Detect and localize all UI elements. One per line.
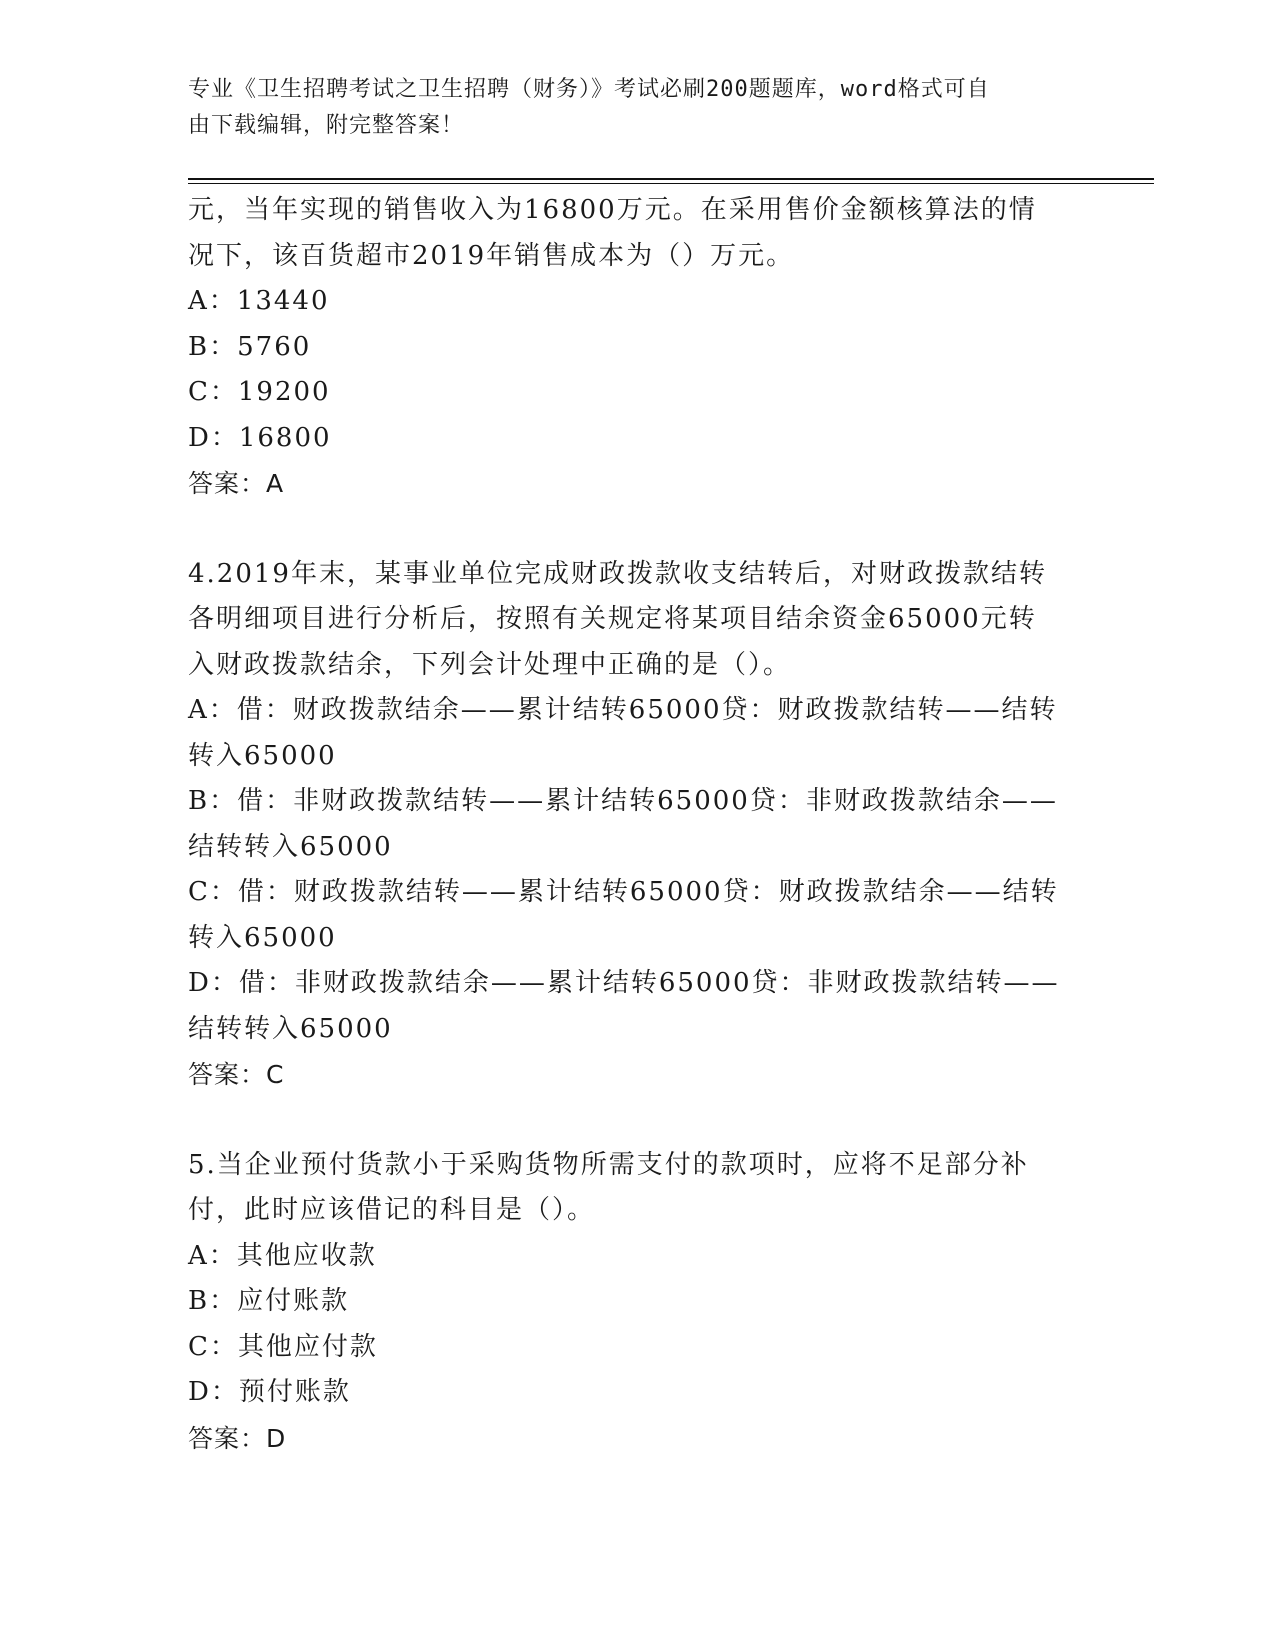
option-d-cont: 结转转入65000: [188, 1013, 393, 1044]
option-a-cont: 转入65000: [188, 740, 337, 771]
option-c: C：19200: [188, 377, 331, 407]
answer-line: 答案：D: [188, 1423, 287, 1453]
answer-line: 答案：A: [188, 469, 285, 498]
question-spacer: [188, 1098, 1088, 1143]
option-a: A：借：财政拨款结余——累计结转65000贷：财政拨款结转——结转: [188, 695, 1058, 725]
option-b: B：5760: [188, 331, 312, 362]
option-c-cont: 转入65000: [188, 922, 337, 953]
question-stem-line: 元，当年实现的销售收入为16800万元。在采用售价金额核算法的情: [188, 195, 1037, 225]
question-4: [188, 552, 1088, 1098]
option-d: D：16800: [188, 422, 332, 453]
header-line-2: 由下载编辑，附完整答案！: [188, 113, 465, 138]
question-stem-line: 付，此时应该借记的科目是（）。: [188, 1195, 596, 1225]
question-stem-line: 4.2019年末，某事业单位完成财政拨款收支结转后，对财政拨款结转: [188, 558, 1047, 589]
option-d: D：预付账款: [188, 1377, 351, 1407]
answer-line: 答案：C: [188, 1060, 285, 1089]
option-b: B：应付账款: [188, 1286, 350, 1316]
option-d: D：借：非财政拨款结余——累计结转65000贷：非财政拨款结转——: [188, 968, 1060, 998]
question-stem-line: 5.当企业预付货款小于采购货物所需支付的款项时，应将不足部分补: [188, 1149, 1029, 1180]
option-c: C：借：财政拨款结转——累计结转65000贷：财政拨款结余——结转: [188, 877, 1059, 907]
option-a: A：其他应收款: [188, 1240, 377, 1271]
header-divider-thin: [188, 183, 1154, 184]
question-stem-line: 各明细项目进行分析后，按照有关规定将某项目结余资金65000元转: [188, 604, 1037, 634]
document-body: [188, 188, 1088, 1461]
document-header: [188, 72, 1068, 144]
question-stem-line: 入财政拨款结余，下列会计处理中正确的是（）。: [188, 649, 792, 680]
question-stem-line: 况下，该百货超市2019年销售成本为（）万元。: [188, 240, 795, 271]
question-3: [188, 188, 1088, 507]
header-divider-thick: [188, 178, 1154, 180]
option-a: A：13440: [188, 286, 330, 316]
question-spacer: [188, 507, 1088, 552]
option-c: C：其他应付款: [188, 1331, 378, 1362]
header-line-1: 专业《卫生招聘考试之卫生招聘（财务）》考试必刷200题题库，word格式可自: [188, 77, 990, 102]
question-5: [188, 1143, 1088, 1462]
option-b: B：借：非财政拨款结转——累计结转65000贷：非财政拨款结余——: [188, 786, 1058, 816]
option-b-cont: 结转转入65000: [188, 831, 393, 862]
